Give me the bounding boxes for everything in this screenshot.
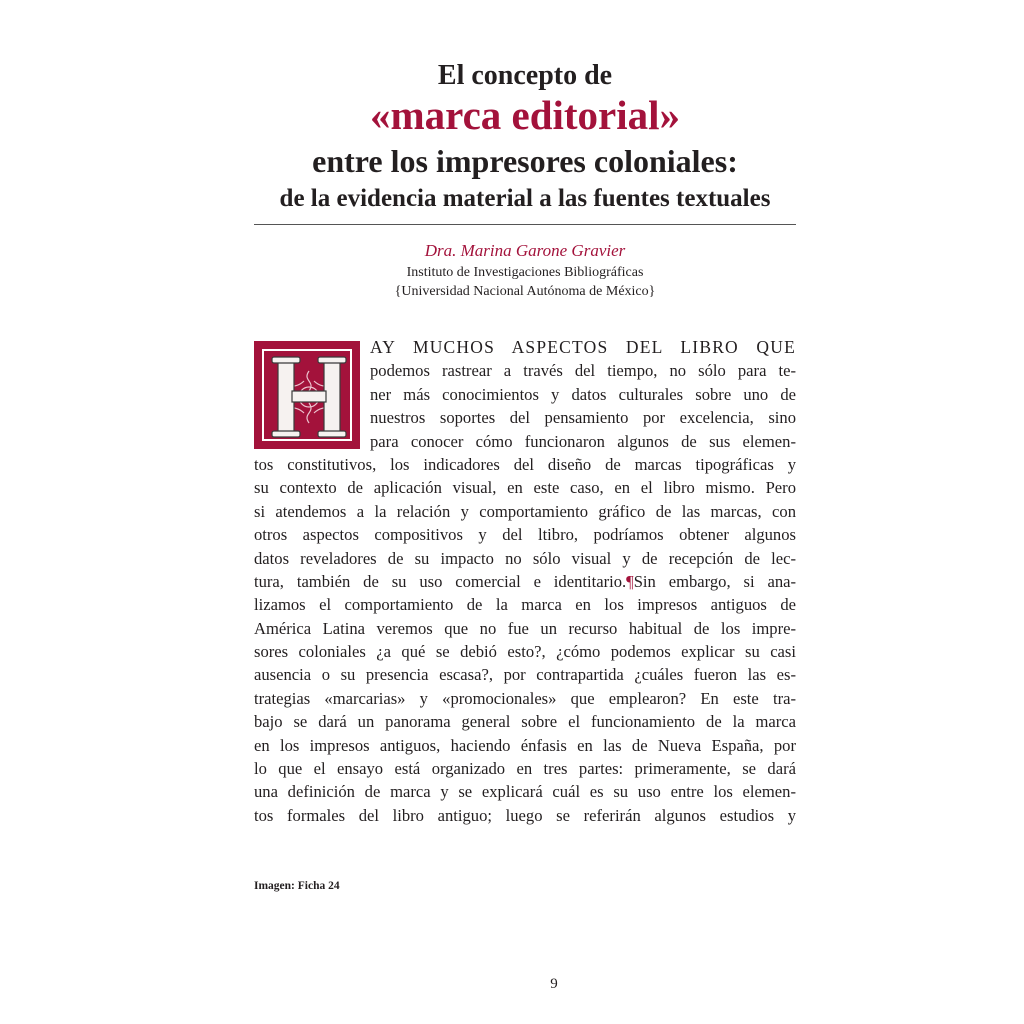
pilcrow-mark: ¶ <box>626 571 634 591</box>
author-name: Dra. Marina Garone Gravier <box>424 241 626 260</box>
body-line: AY MUCHOS ASPECTOS DEL LIBRO QUE <box>370 337 796 357</box>
title-divider <box>254 224 796 225</box>
body-line: América Latina veremos que no fue un recurso habitual de los impre- <box>254 618 796 638</box>
page-number: 9 <box>550 976 558 992</box>
body-line-part: tura, también de su uso comercial e identitario. <box>254 571 627 591</box>
body-line: ausencia o su presencia escasa?, por contrapartida ¿cuáles fueron las es- <box>254 665 796 685</box>
body-line: tos formales del libro antiguo; luego se referirán algunos estudios y <box>254 805 796 825</box>
body-line: para conocer cómo funcionaron algunos de sus elemen- <box>370 431 796 451</box>
body-line: bajo se dará un panorama general sobre el funcionamiento de la marca <box>254 712 796 732</box>
title-line-4: de la evidencia material a las fuentes textuales <box>279 185 771 212</box>
body-line: sores coloniales ¿a qué se debió esto?, ¿cómo podemos explicar su casi <box>254 642 796 662</box>
body-text <box>254 336 796 827</box>
body-line: lo que el ensayo está organizado en tres partes: primeramente, se dará <box>254 759 796 779</box>
image-caption: Imagen: Ficha 24 <box>254 880 340 892</box>
body-line: datos reveladores de su impacto no sólo visual y de recepción de lec- <box>254 548 796 568</box>
title-line-2: «marca editorial» <box>369 92 681 138</box>
body-line: una definición de marca y se explicará cuál es su uso entre los elemen- <box>254 782 796 802</box>
author-institution: Instituto de Investigaciones Bibliográficas <box>406 265 644 280</box>
body-line: lizamos el comportamiento de la marca en los impresos antiguos de <box>254 595 796 615</box>
body-line-part: Sin embargo, si ana- <box>633 571 797 591</box>
title-line-1: El concepto de <box>437 60 613 91</box>
body-line: ner más conocimientos y datos culturales sobre uno de <box>370 384 796 404</box>
author-university: {Universidad Nacional Autónoma de México} <box>394 284 656 299</box>
title-line-3: entre los impresores coloniales: <box>312 143 738 179</box>
body-line: su contexto de aplicación visual, en este caso, en el libro mismo. Pero <box>254 478 796 498</box>
body-line-with-pilcrow <box>254 570 796 593</box>
body-line: trategias «marcarias» y «promocionales» que emplearon? En este tra- <box>254 688 796 708</box>
body-line: si atendemos a la relación y comportamiento gráfico de las marcas, con <box>254 501 796 521</box>
body-line: nuestros soportes del pensamiento por excelencia, sino <box>370 408 796 428</box>
body-line: podemos rastrear a través del tiempo, no sólo para te- <box>370 361 796 381</box>
body-line: otros aspectos compositivos y del ltibro, podríamos obtener algunos <box>254 525 796 545</box>
body-line: en los impresos antiguos, haciendo énfasis en las de Nueva España, por <box>254 735 796 755</box>
body-line: tos constitutivos, los indicadores del diseño de marcas tipográficas y <box>254 454 796 474</box>
